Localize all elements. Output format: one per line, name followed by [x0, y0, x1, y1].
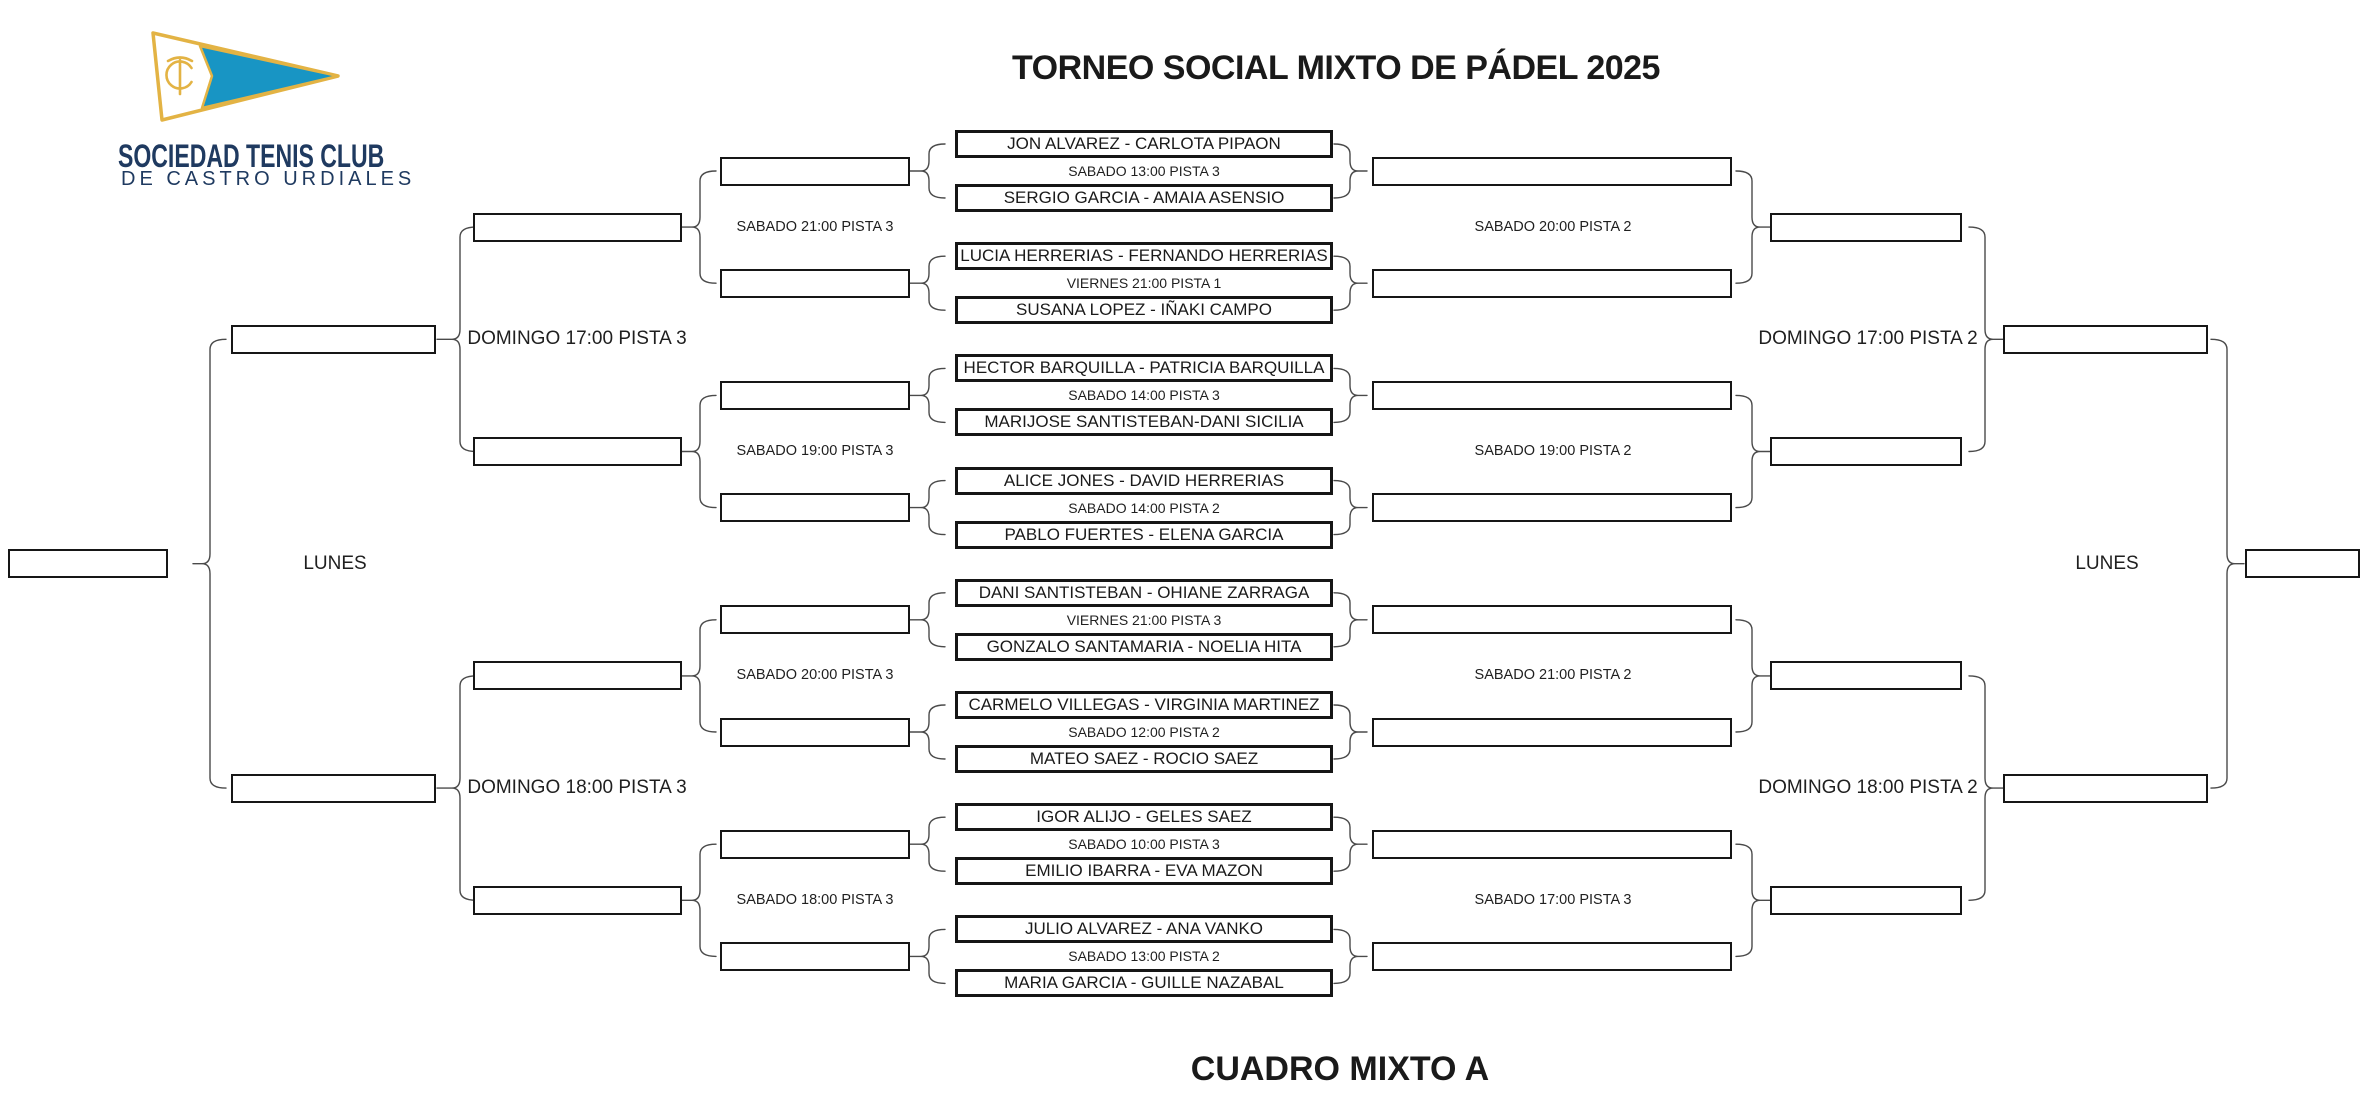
winner-slot: [1372, 830, 1732, 859]
round-schedule-label: DOMINGO 17:00 PISTA 2: [1758, 328, 1978, 350]
match-schedule-label: SABADO 13:00 PISTA 2: [1068, 948, 1220, 965]
winner-slot: [1770, 661, 1962, 690]
winner-slot: [473, 661, 682, 690]
team-box: JULIO ALVAREZ - ANA VANKO: [955, 915, 1333, 943]
winner-slot: [720, 269, 910, 298]
winner-slot: [231, 325, 436, 354]
winner-slot: [1770, 213, 1962, 242]
winner-slot: [1770, 886, 1962, 915]
winner-slot: [2245, 549, 2360, 578]
winner-slot: [720, 718, 910, 747]
bracket-group-title: CUADRO MIXTO A: [1190, 1050, 1490, 1088]
round-schedule-label: SABADO 21:00 PISTA 3: [736, 218, 894, 235]
match-schedule-label: SABADO 12:00 PISTA 2: [1068, 724, 1220, 740]
team-box: ALICE JONES - DAVID HERRERIAS: [955, 467, 1333, 495]
winner-slot: [720, 830, 910, 859]
round-schedule-label: SABADO 19:00 PISTA 2: [1474, 443, 1632, 459]
round-schedule-label: SABADO 18:00 PISTA 3: [736, 891, 894, 908]
winner-slot: [1372, 718, 1732, 747]
round-schedule-label: DOMINGO 17:00 PISTA 3: [467, 328, 687, 350]
match-schedule-label: SABADO 13:00 PISTA 3: [1068, 163, 1220, 179]
winner-slot: [473, 437, 682, 466]
team-box: CARMELO VILLEGAS - VIRGINIA MARTINEZ: [955, 691, 1333, 719]
winner-slot: [720, 493, 910, 522]
team-box: MARIA GARCIA - GUILLE NAZABAL: [955, 969, 1333, 997]
winner-slot: [1372, 493, 1732, 522]
team-box: MARIJOSE SANTISTEBAN-DANI SICILIA: [955, 408, 1333, 436]
match-schedule-label: VIERNES 21:00 PISTA 3: [1066, 611, 1222, 628]
winner-slot: [1372, 942, 1732, 971]
winner-slot: [8, 549, 168, 578]
winner-slot: [231, 774, 436, 803]
club-name: SOCIEDAD TENIS CLUB: [118, 138, 385, 174]
winner-slot: [1372, 381, 1732, 410]
winner-slot: [1372, 269, 1732, 298]
winner-slot: [1372, 157, 1732, 186]
winner-slot: [720, 381, 910, 410]
team-box: IGOR ALIJO - GELES SAEZ: [955, 803, 1333, 831]
team-box: MATEO SAEZ - ROCIO SAEZ: [955, 745, 1333, 773]
match-schedule-label: SABADO 14:00 PISTA 2: [1068, 499, 1220, 516]
team-box: SERGIO GARCIA - AMAIA ASENSIO: [955, 184, 1333, 212]
round-schedule-label: SABADO 17:00 PISTA 3: [1474, 891, 1632, 908]
team-box: LUCIA HERRERIAS - FERNANDO HERRERIAS: [955, 242, 1333, 270]
winner-slot: [2003, 774, 2208, 803]
match-schedule-label: SABADO 10:00 PISTA 3: [1068, 836, 1220, 853]
team-box: HECTOR BARQUILLA - PATRICIA BARQUILLA: [955, 354, 1333, 382]
final-day-label: LUNES: [303, 552, 367, 574]
round-schedule-label: SABADO 20:00 PISTA 3: [736, 667, 894, 684]
match-schedule-label: VIERNES 21:00 PISTA 1: [1066, 275, 1222, 292]
match-schedule-label: SABADO 14:00 PISTA 3: [1068, 387, 1220, 404]
winner-slot: [720, 942, 910, 971]
winner-slot: [2003, 325, 2208, 354]
team-box: EMILIO IBARRA - EVA MAZON: [955, 857, 1333, 885]
winner-slot: [720, 605, 910, 634]
round-schedule-label: SABADO 21:00 PISTA 2: [1474, 667, 1632, 684]
winner-slot: [1770, 437, 1962, 466]
team-box: PABLO FUERTES - ELENA GARCIA: [955, 521, 1333, 549]
round-schedule-label: SABADO 20:00 PISTA 2: [1474, 218, 1632, 235]
final-day-label: LUNES: [2075, 552, 2139, 574]
round-schedule-label: DOMINGO 18:00 PISTA 3: [467, 777, 687, 799]
team-box: GONZALO SANTAMARIA - NOELIA HITA: [955, 633, 1333, 661]
tournament-title: TORNEO SOCIAL MIXTO DE PÁDEL 2025: [1012, 49, 1660, 87]
team-box: DANI SANTISTEBAN - OHIANE ZARRAGA: [955, 579, 1333, 607]
round-schedule-label: SABADO 19:00 PISTA 3: [736, 443, 894, 459]
team-box: SUSANA LOPEZ - IÑAKI CAMPO: [955, 296, 1333, 324]
pennant-flag-icon: [150, 30, 350, 130]
winner-slot: [720, 157, 910, 186]
team-box: JON ALVAREZ - CARLOTA PIPAON: [955, 130, 1333, 158]
winner-slot: [1372, 605, 1732, 634]
winner-slot: [473, 213, 682, 242]
round-schedule-label: DOMINGO 18:00 PISTA 2: [1758, 777, 1978, 799]
winner-slot: [473, 886, 682, 915]
club-subtitle: DE CASTRO URDIALES: [121, 168, 416, 190]
